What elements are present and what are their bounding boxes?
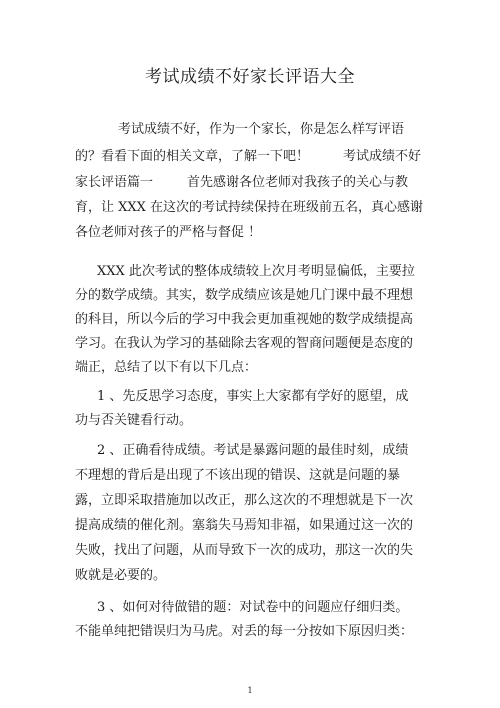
point2-line-5: 失败，找出了问题，从而导致下一次的成功，那这一次的失 xyxy=(75,543,414,558)
para2-line-1: XXX 此次考试的整体成绩较上次月考明显偏低，主要拉 xyxy=(97,264,415,279)
point1-line-1: 1 、先反思学习态度，事实上大家都有学好的愿望，成 xyxy=(97,389,409,404)
point1-line-2: 功与否关键看行动。 xyxy=(75,413,193,428)
point2-line-6: 败就是必要的。 xyxy=(75,568,167,583)
point2-line-1: 2 、正确看待成绩。考试是暴露问题的最佳时刻，成绩 xyxy=(97,443,409,458)
point2-line-2: 不理想的背后是出现了不该出现的错误、这就是问题的暴 xyxy=(75,468,401,483)
para2-line-5: 端正，总结了以下有以下几点： xyxy=(75,360,258,375)
intro-line-5: 各位老师对孩子的严格与督促 ！ xyxy=(75,225,262,240)
intro-line-3a: 家长评语篇一 xyxy=(75,175,154,190)
point2-line-4: 提高成绩的催化剂。塞翁失马焉知非福，如果通过这一次的 xyxy=(75,518,414,533)
para2-line-2: 分的数学成绩。其实，数学成绩应该是她几门课中最不理想 xyxy=(75,288,414,303)
para2-line-3: 的科目，所以今后的学习中我会更加重视她的数学成绩提高 xyxy=(75,312,414,327)
intro-line-2a: 的？看看下面的相关文章，了解一下吧！ xyxy=(75,149,310,164)
document-title: 考试成绩不好家长评语大全 xyxy=(145,67,355,87)
point2-line-3: 露，立即采取措施加以改正，那么这次的不理想就是下一次 xyxy=(75,493,414,508)
intro-line-1: 考试成绩不好，作为一个家长，你是怎么样写评语 xyxy=(118,122,405,137)
point3-line-1: 3 、如何对待做错的题：对试卷中的问题应仔细归类。 xyxy=(97,600,409,615)
intro-line-4: 育，让 XXX 在这次的考试持续保持在班级前五名，真心感谢 xyxy=(75,200,424,215)
page-number: 1 xyxy=(247,686,253,695)
point3-line-2: 不能单纯把错误归为马虎。对丢的每一分按如下原因归类： xyxy=(75,624,414,639)
para2-line-4: 学习。在我认为学习的基础除去客观的智商问题便是态度的 xyxy=(75,336,414,351)
intro-line-2b: 考试成绩不好 xyxy=(343,149,422,164)
intro-line-3b: 首先感谢各位老师对我孩子的关心与教 xyxy=(187,175,409,190)
